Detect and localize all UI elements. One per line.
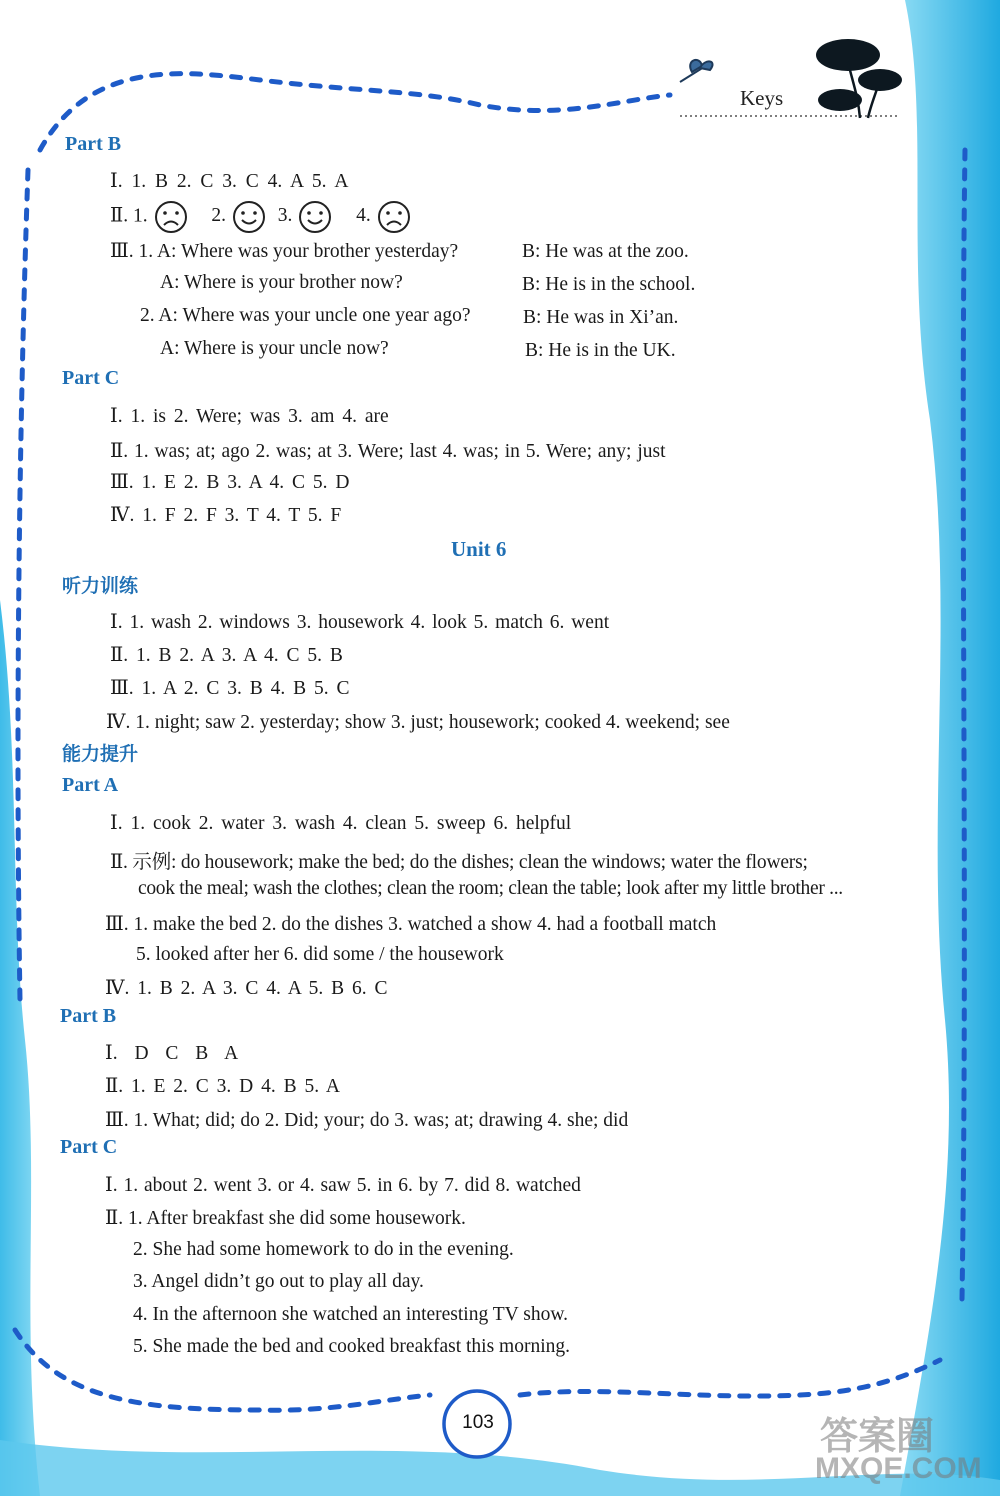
answer-line: Ⅰ. 1. is 2. Were; was 3. am 4. are bbox=[110, 406, 389, 427]
answer-line: Ⅳ. 1. night; saw 2. yesterday; show 3. just; housework; cooked 4. weekend; see bbox=[106, 712, 730, 733]
item-number: 3. bbox=[277, 205, 293, 227]
section-title-part-b: Part B bbox=[60, 1005, 117, 1027]
section-title-part-c: Part C bbox=[60, 1136, 118, 1158]
answer-line: Ⅱ. 1. was; at; ago 2. was; at 3. Were; last 4. was; in 5. Were; any; just bbox=[110, 441, 666, 462]
answer-line: 4. In the afternoon she watched an interesting TV show. bbox=[133, 1304, 569, 1325]
header-keys-label: Keys bbox=[740, 86, 784, 110]
answer-line: cook the meal; wash the clothes; clean the room; clean the table; look after my little brother ... bbox=[138, 878, 843, 899]
answer-line: Ⅲ. 1. make the bed 2. do the dishes 3. watched a show 4. had a football match bbox=[105, 914, 717, 935]
answer-line: 5. looked after her 6. did some / the housework bbox=[136, 944, 504, 965]
roman-label: Ⅱ. 1. bbox=[110, 205, 148, 227]
answer-line: Ⅱ. 示例: do housework; make the bed; do the dishes; clean the windows; water the flowers; bbox=[110, 852, 808, 873]
section-title-part-a: Part A bbox=[62, 774, 119, 796]
answer-line: B: He was in Xi’an. bbox=[523, 307, 679, 328]
happy-face-icon bbox=[231, 200, 267, 234]
section-title-part-b: Part B bbox=[65, 133, 122, 155]
answer-line: Ⅰ. D C B A bbox=[105, 1043, 239, 1064]
answer-line: Ⅰ. 1. wash 2. windows 3. housework 4. look 5. match 6. went bbox=[110, 612, 610, 633]
answer-line: Ⅳ. 1. B 2. A 3. C 4. A 5. B 6. C bbox=[105, 978, 388, 999]
answer-line: 2. A: Where was your uncle one year ago? bbox=[140, 305, 471, 326]
answer-line: Ⅰ. 1. about 2. went 3. or 4. saw 5. in 6. by 7. did 8. watched bbox=[105, 1175, 581, 1196]
watermark-url: MXQE.COM bbox=[815, 1452, 982, 1485]
answer-line: Ⅲ. 1. A 2. C 3. B 4. B 5. C bbox=[110, 678, 350, 699]
answer-line: Ⅰ. 1. cook 2. water 3. wash 4. clean 5. sweep 6. helpful bbox=[110, 813, 572, 834]
answer-line: Ⅲ. 1. What; did; do 2. Did; your; do 3. was; at; drawing 4. she; did bbox=[105, 1110, 629, 1131]
answer-line: Ⅱ. 1. After breakfast she did some housework. bbox=[105, 1208, 466, 1229]
sad-face-icon bbox=[153, 200, 189, 234]
watermark-logo: 答案圈 bbox=[820, 1414, 935, 1458]
answer-line: 5. She made the bed and cooked breakfast this morning. bbox=[133, 1336, 571, 1357]
item-number: 4. bbox=[356, 205, 371, 227]
answer-line: B: He is in the UK. bbox=[525, 340, 676, 361]
unit-title: Unit 6 bbox=[451, 537, 507, 561]
section-title-listening: 听力训练 bbox=[62, 575, 139, 597]
happy-face-icon bbox=[297, 200, 333, 234]
right-blue-band bbox=[900, 0, 1000, 1496]
answer-line: 2. She had some homework to do in the evening. bbox=[133, 1239, 514, 1260]
dragonfly-icon bbox=[680, 60, 713, 82]
answer-line: Ⅲ. 1. E 2. B 3. A 4. C 5. D bbox=[110, 472, 350, 493]
answer-line: Ⅱ. 1. B 2. A 3. A 4. C 5. B bbox=[110, 645, 343, 666]
section-title-ability: 能力提升 bbox=[62, 743, 139, 765]
answer-line: Ⅳ. 1. F 2. F 3. T 4. T 5. F bbox=[110, 505, 342, 526]
answer-line: A: Where is your brother now? bbox=[160, 272, 403, 293]
answer-line: Ⅱ. 1. E 2. C 3. D 4. B 5. A bbox=[105, 1076, 341, 1097]
answer-line: Ⅲ. 1. A: Where was your brother yesterday? bbox=[110, 241, 459, 262]
answer-line: 3. Angel didn’t go out to play all day. bbox=[133, 1271, 424, 1292]
answer-line-faces bbox=[110, 200, 412, 234]
lotus-leaves-decoration bbox=[816, 39, 902, 118]
section-title-part-c: Part C bbox=[62, 367, 120, 389]
answer-line: Ⅰ. 1. B 2. C 3. C 4. A 5. A bbox=[110, 171, 349, 192]
answer-line: B: He was at the zoo. bbox=[522, 241, 689, 262]
sad-face-icon bbox=[376, 200, 412, 234]
answer-line: B: He is in the school. bbox=[522, 274, 696, 295]
answer-line: A: Where is your uncle now? bbox=[160, 338, 389, 359]
item-number: 2. bbox=[211, 205, 227, 227]
page-number: 103 bbox=[462, 1412, 494, 1433]
